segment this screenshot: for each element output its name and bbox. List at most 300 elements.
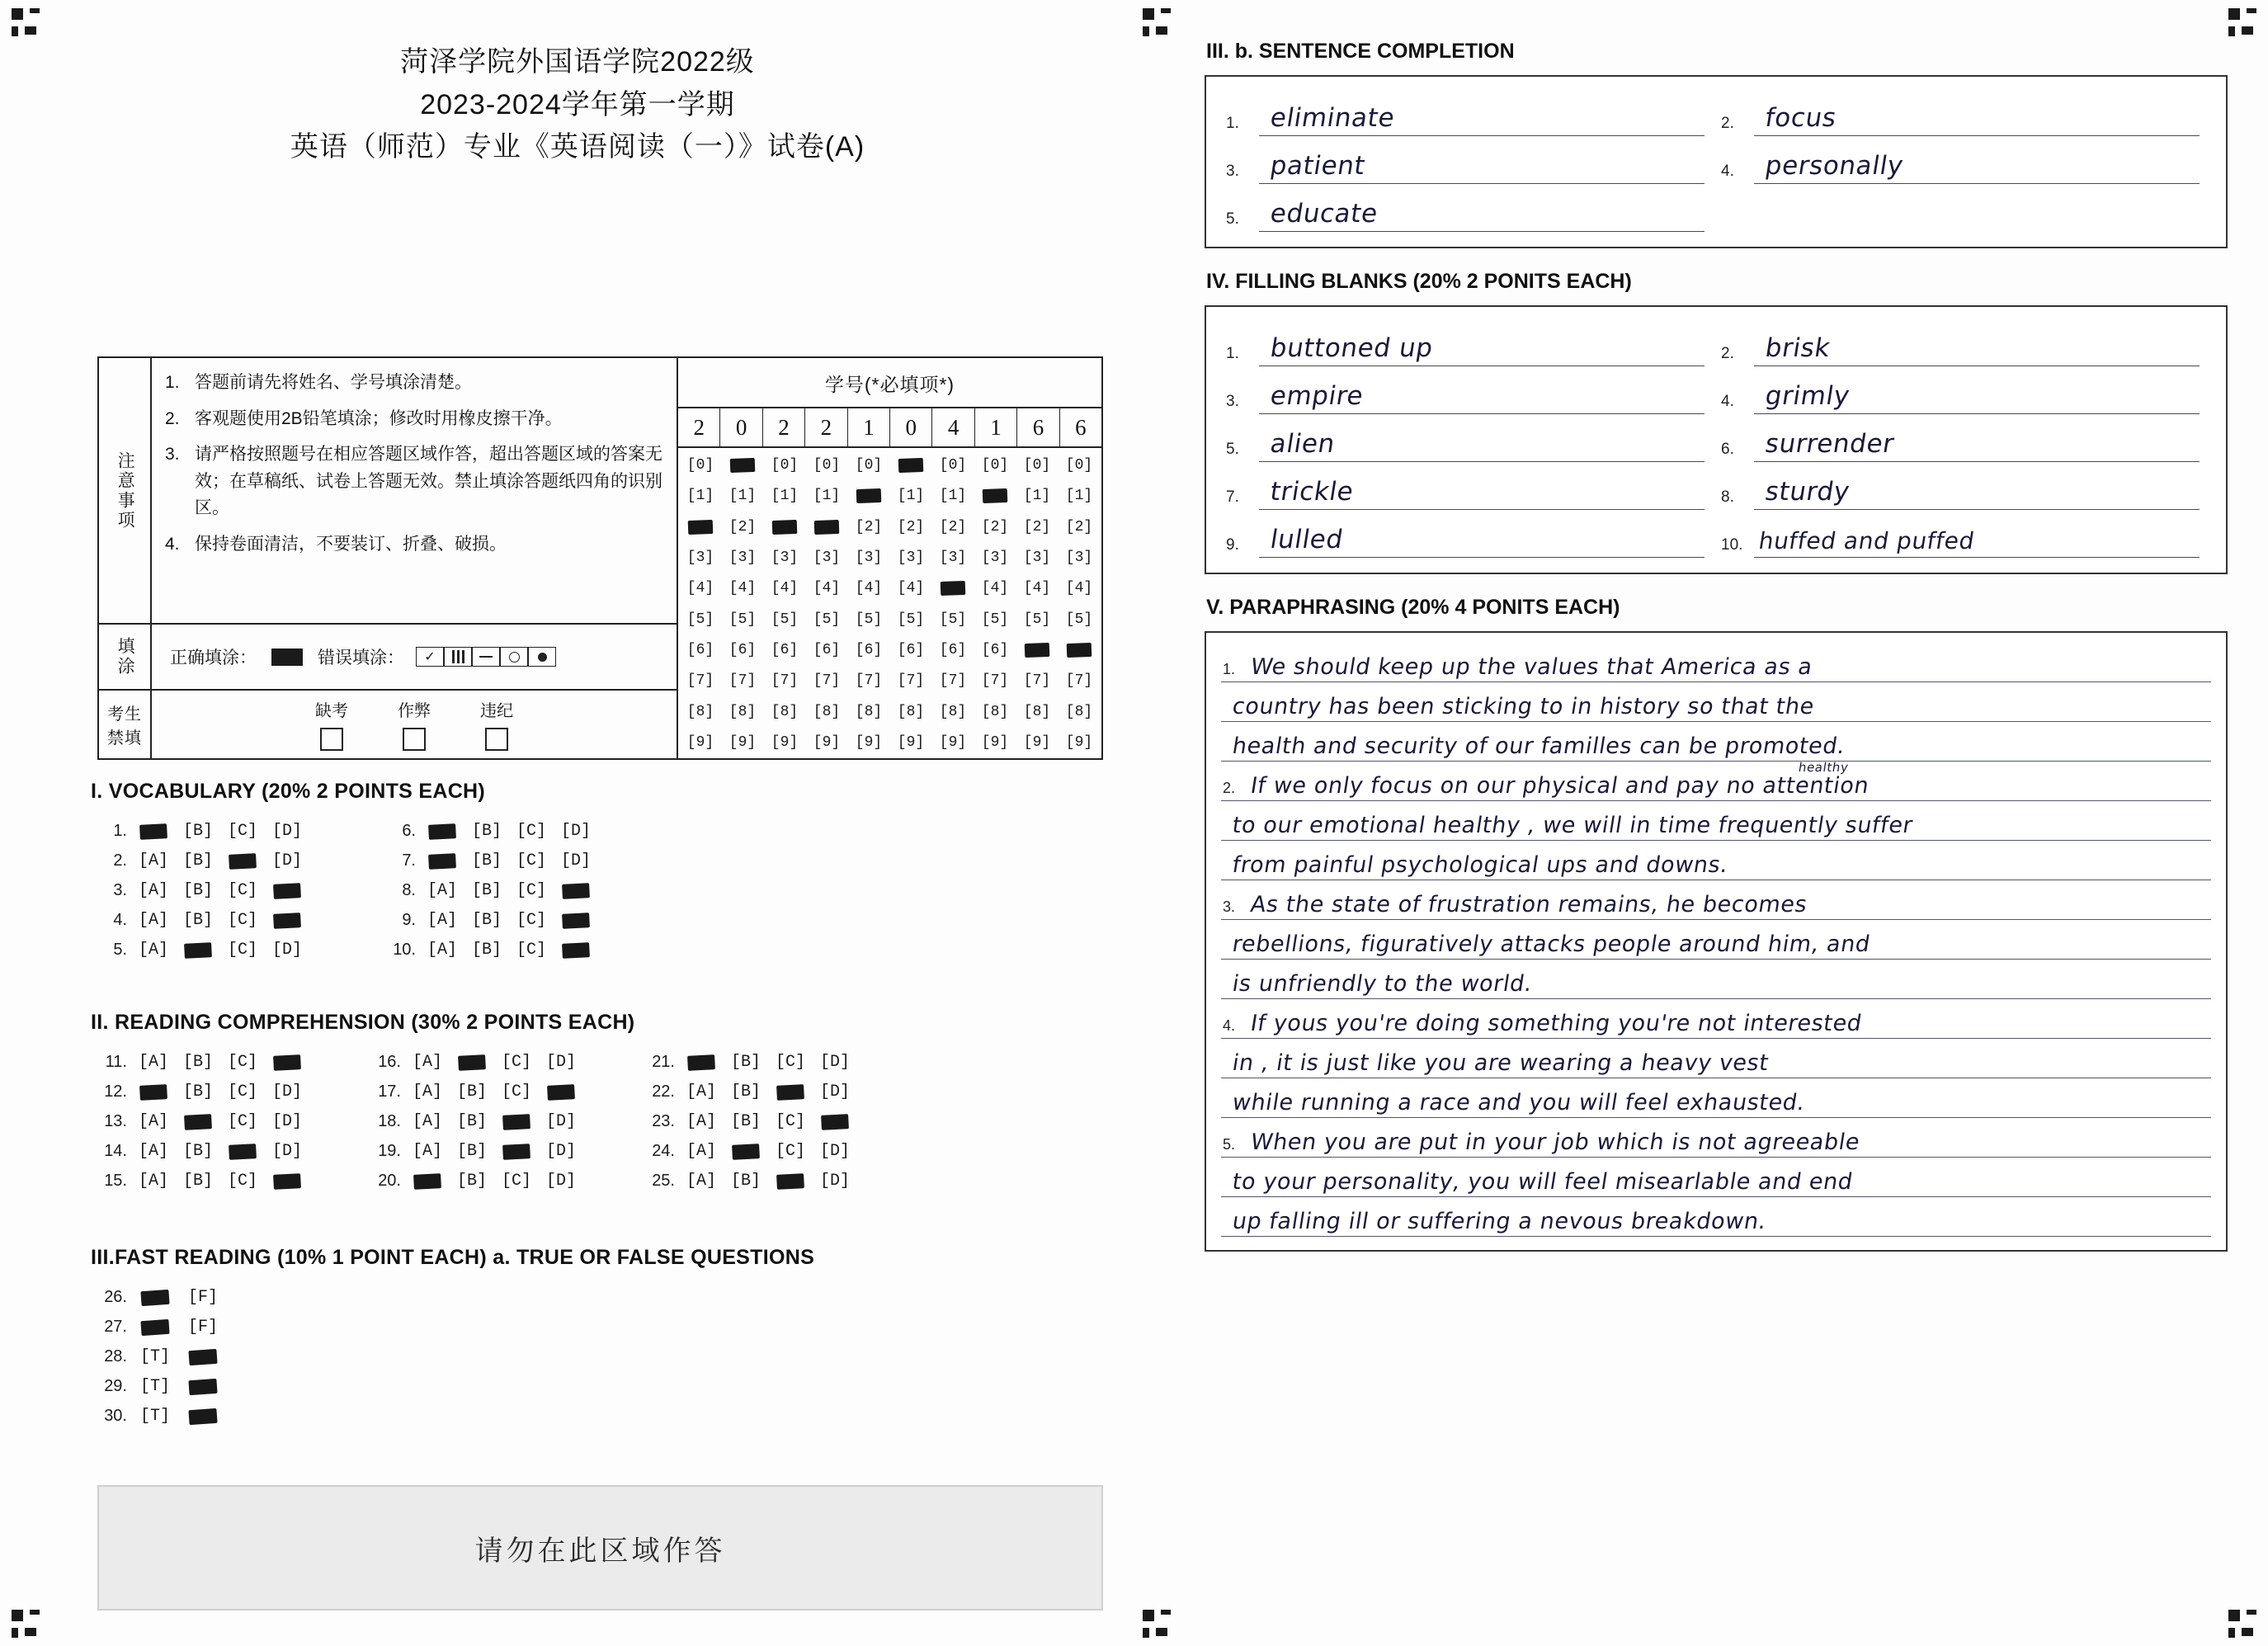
student-id-bubble-grid[interactable] <box>678 448 1101 758</box>
student-id-bubble[interactable]: [9] <box>981 733 1009 751</box>
answer-bubble[interactable]: [D] <box>545 1053 576 1072</box>
student-id-bubble[interactable] <box>851 488 886 504</box>
answer-bubble[interactable]: [B] <box>456 1112 487 1131</box>
answer-bubble[interactable]: [B] <box>182 911 213 930</box>
student-id-bubble[interactable]: [5] <box>939 611 967 628</box>
answer-bubble[interactable] <box>772 1082 809 1101</box>
answer-bubble[interactable]: [T] <box>139 1407 170 1426</box>
answer-bubble[interactable]: [B] <box>456 1172 487 1191</box>
answer-bubble[interactable] <box>135 1288 175 1307</box>
answer-bubble[interactable] <box>558 941 594 960</box>
student-id-digit[interactable]: 0 <box>890 408 932 446</box>
answer-line-cell[interactable] <box>1716 366 2211 414</box>
paraphrase-line[interactable] <box>1221 762 2211 801</box>
answer-row[interactable] <box>380 851 594 870</box>
student-id-bubble[interactable] <box>725 457 760 474</box>
answer-bubble[interactable]: [D] <box>545 1112 576 1131</box>
answer-bubble[interactable] <box>183 1347 223 1366</box>
answer-row[interactable] <box>380 822 594 841</box>
student-id-bubble[interactable]: [1] <box>1065 488 1093 505</box>
answer-bubble[interactable]: [B] <box>730 1112 761 1131</box>
student-id-bubble-row[interactable] <box>683 576 1096 601</box>
student-id-bubble[interactable]: [9] <box>686 733 714 751</box>
answer-bubble[interactable]: [B] <box>471 911 502 930</box>
student-id-bubble[interactable]: [4] <box>897 580 925 597</box>
answer-bubble[interactable] <box>224 1142 261 1161</box>
answer-bubble[interactable]: [D] <box>819 1172 850 1191</box>
answer-bubble[interactable]: [A] <box>427 881 457 900</box>
answer-bubble[interactable] <box>269 881 305 900</box>
student-id-bubble[interactable] <box>683 519 718 535</box>
answer-bubble[interactable]: [A] <box>427 911 457 930</box>
student-id-bubble[interactable]: [3] <box>686 549 714 566</box>
answer-bubble[interactable]: [D] <box>819 1053 850 1072</box>
answer-bubble[interactable]: [D] <box>819 1082 850 1101</box>
answer-bubble[interactable]: [C] <box>775 1112 805 1131</box>
answer-bubble[interactable]: [A] <box>686 1112 716 1131</box>
answer-bubble[interactable] <box>183 1377 223 1396</box>
reading-column-3[interactable] <box>639 1053 853 1191</box>
student-id-digit[interactable]: 1 <box>975 408 1017 446</box>
answer-line[interactable] <box>1754 99 2200 136</box>
answer-bubble[interactable] <box>180 941 216 960</box>
checkbox[interactable] <box>320 728 343 751</box>
answer-bubble[interactable]: [C] <box>775 1053 805 1072</box>
answer-line[interactable] <box>1754 425 2200 462</box>
answer-row[interactable] <box>91 911 305 930</box>
answer-bubble[interactable] <box>269 911 305 930</box>
answer-bubble[interactable]: [C] <box>501 1053 531 1072</box>
answer-bubble[interactable]: [A] <box>412 1142 442 1161</box>
answer-bubble[interactable]: [A] <box>138 1053 168 1072</box>
student-id-digit[interactable]: 2 <box>805 408 847 446</box>
student-id-bubble-row[interactable] <box>683 730 1096 755</box>
answer-row[interactable] <box>380 941 594 960</box>
answer-bubble[interactable]: [B] <box>730 1172 761 1191</box>
answer-bubble[interactable]: [C] <box>516 911 546 930</box>
student-id-bubble[interactable]: [4] <box>1065 580 1093 597</box>
student-id-bubble-row[interactable] <box>683 545 1096 570</box>
answer-bubble[interactable]: [A] <box>412 1112 442 1131</box>
answer-bubble[interactable]: [D] <box>271 822 302 841</box>
student-id-bubble[interactable] <box>1062 642 1096 658</box>
student-id-bubble[interactable]: [3] <box>1023 549 1051 566</box>
student-id-bubble[interactable]: [4] <box>813 580 841 597</box>
answer-row[interactable] <box>91 822 305 841</box>
answer-row[interactable] <box>365 1112 579 1131</box>
answer-row[interactable] <box>639 1053 853 1072</box>
student-id-bubble-row[interactable] <box>683 515 1096 540</box>
student-id-bubble[interactable]: [5] <box>981 611 1009 628</box>
student-id-bubble[interactable]: [8] <box>813 703 841 720</box>
paraphrase-line[interactable] <box>1221 841 2211 880</box>
student-id-bubble[interactable]: [5] <box>1065 611 1093 628</box>
student-id-bubble[interactable]: [0] <box>686 457 714 474</box>
student-id-bubble[interactable]: [6] <box>897 641 925 658</box>
reading-column-2[interactable] <box>365 1053 579 1191</box>
student-id-bubble-row[interactable] <box>683 483 1096 508</box>
student-id-bubble[interactable] <box>936 580 970 597</box>
answer-line-cell[interactable] <box>1221 184 1716 232</box>
student-id-bubble[interactable]: [5] <box>813 611 841 628</box>
student-id-bubble[interactable]: [7] <box>939 672 967 690</box>
student-id-bubble[interactable] <box>894 457 928 474</box>
answer-bubble[interactable]: [A] <box>138 941 168 960</box>
answer-bubble[interactable]: [B] <box>182 822 213 841</box>
student-id-bubble[interactable]: [6] <box>855 641 883 658</box>
answer-bubble[interactable]: [B] <box>471 881 502 900</box>
answer-bubble[interactable]: [A] <box>427 941 457 960</box>
answer-line-cell[interactable] <box>1716 510 2211 558</box>
answer-bubble[interactable]: [A] <box>138 1142 168 1161</box>
answer-bubble[interactable]: [B] <box>471 851 502 870</box>
answer-bubble[interactable]: [A] <box>686 1172 716 1191</box>
answer-bubble[interactable]: [C] <box>227 1112 257 1131</box>
answer-bubble[interactable]: [F] <box>187 1318 218 1337</box>
student-id-bubble[interactable]: [4] <box>686 580 714 597</box>
answer-bubble[interactable]: [C] <box>227 941 257 960</box>
answer-bubble[interactable]: [B] <box>730 1053 761 1072</box>
answer-row[interactable] <box>91 1082 305 1101</box>
answer-bubble[interactable]: [C] <box>501 1082 531 1101</box>
answer-bubble[interactable]: [B] <box>182 1053 213 1072</box>
student-id-bubble[interactable]: [7] <box>897 672 925 690</box>
paraphrase-line[interactable] <box>1221 801 2211 841</box>
answer-bubble[interactable]: [D] <box>545 1172 576 1191</box>
student-id-bubble[interactable] <box>1020 642 1054 658</box>
answer-row[interactable] <box>91 1142 305 1161</box>
answer-bubble[interactable]: [C] <box>516 851 546 870</box>
student-id-bubble[interactable]: [2] <box>1065 518 1093 535</box>
student-id-bubble[interactable]: [1] <box>771 488 799 505</box>
checkbox[interactable] <box>485 728 508 751</box>
answer-bubble[interactable]: [A] <box>138 1112 168 1131</box>
answer-row[interactable] <box>380 911 594 930</box>
student-id-bubble[interactable]: [4] <box>1023 580 1051 597</box>
student-id-bubble[interactable]: [3] <box>897 549 925 566</box>
student-id-bubble[interactable]: [6] <box>939 641 967 658</box>
answer-row[interactable] <box>91 941 305 960</box>
answer-bubble[interactable]: [B] <box>182 881 213 900</box>
answer-bubble[interactable]: [C] <box>227 881 257 900</box>
answer-bubble[interactable]: [A] <box>412 1053 442 1072</box>
answer-bubble[interactable]: [A] <box>138 881 168 900</box>
student-id-bubble[interactable]: [8] <box>939 703 967 720</box>
student-id-bubble[interactable]: [5] <box>728 611 757 628</box>
paraphrase-line[interactable] <box>1221 1158 2211 1197</box>
answer-bubble[interactable]: [F] <box>187 1288 218 1307</box>
answer-row[interactable] <box>91 881 305 900</box>
answer-bubble[interactable]: [A] <box>138 851 168 870</box>
student-id-bubble[interactable]: [3] <box>813 549 841 566</box>
student-id-bubble[interactable] <box>978 488 1012 504</box>
answer-line[interactable] <box>1754 147 2200 184</box>
answer-bubble[interactable]: [C] <box>775 1142 805 1161</box>
answer-bubble[interactable] <box>498 1112 535 1131</box>
answer-bubble[interactable]: [B] <box>730 1082 761 1101</box>
student-id-bubble[interactable]: [4] <box>855 580 883 597</box>
answer-bubble[interactable]: [D] <box>560 822 591 841</box>
student-id-bubble[interactable]: [3] <box>1065 549 1093 566</box>
student-id-bubble[interactable]: [1] <box>897 488 925 505</box>
paraphrase-line[interactable] <box>1221 1118 2211 1158</box>
student-id-bubble[interactable]: [3] <box>728 549 757 566</box>
answer-bubble[interactable]: [B] <box>456 1142 487 1161</box>
answer-bubble[interactable]: [B] <box>182 851 213 870</box>
answer-line[interactable] <box>1259 377 1705 414</box>
answer-row[interactable] <box>91 851 305 870</box>
answer-bubble[interactable]: [B] <box>471 941 502 960</box>
answer-line[interactable] <box>1754 377 2200 414</box>
answer-bubble[interactable]: [C] <box>227 1172 257 1191</box>
answer-line-cell[interactable] <box>1716 414 2211 462</box>
answer-line-cell[interactable] <box>1221 366 1716 414</box>
answer-line-cell[interactable] <box>1221 510 1716 558</box>
student-id-bubble[interactable]: [5] <box>855 611 883 628</box>
student-id-bubble[interactable]: [1] <box>686 488 714 505</box>
answer-bubble[interactable]: [A] <box>686 1142 716 1161</box>
answer-row[interactable] <box>639 1172 853 1191</box>
student-id-bubble[interactable]: [0] <box>855 457 883 474</box>
student-id-bubble[interactable]: [8] <box>728 703 757 720</box>
student-id-bubble[interactable]: [8] <box>686 703 714 720</box>
answer-bubble[interactable]: [C] <box>516 941 546 960</box>
answer-bubble[interactable]: [C] <box>227 822 257 841</box>
answer-bubble[interactable] <box>424 822 460 841</box>
paraphrase-line[interactable] <box>1221 1039 2211 1078</box>
fast-reading-column[interactable] <box>91 1288 814 1426</box>
paraphrase-line[interactable] <box>1221 722 2211 762</box>
answer-bubble[interactable] <box>454 1053 490 1072</box>
student-id-bubble[interactable]: [5] <box>686 611 714 628</box>
answer-bubble[interactable]: [C] <box>227 911 257 930</box>
answer-line-cell[interactable] <box>1221 414 1716 462</box>
answer-row[interactable] <box>380 881 594 900</box>
student-id-digit[interactable]: 6 <box>1075 414 1087 440</box>
answer-line-cell[interactable] <box>1221 136 1716 184</box>
student-id-bubble[interactable]: [9] <box>897 733 925 751</box>
answer-row[interactable] <box>91 1112 305 1131</box>
answer-bubble[interactable]: [C] <box>227 1053 257 1072</box>
answer-row[interactable] <box>639 1112 853 1131</box>
answer-bubble[interactable]: [B] <box>456 1082 487 1101</box>
student-id-bubble[interactable]: [0] <box>1065 457 1093 474</box>
sentence-completion-grid[interactable] <box>1206 77 2226 247</box>
answer-line[interactable] <box>1259 147 1705 184</box>
answer-row[interactable] <box>91 1288 814 1307</box>
answer-row[interactable] <box>91 1172 305 1191</box>
answer-row[interactable] <box>91 1053 305 1072</box>
answer-bubble[interactable]: [D] <box>271 1142 302 1161</box>
student-id-bubble[interactable]: [0] <box>771 457 799 474</box>
filling-blanks-grid[interactable] <box>1206 307 2226 573</box>
student-id-bubble[interactable]: [3] <box>855 549 883 566</box>
student-id-bubble[interactable]: [0] <box>1023 457 1051 474</box>
answer-row[interactable] <box>365 1142 579 1161</box>
paraphrase-line[interactable] <box>1221 880 2211 920</box>
student-id-bubble[interactable]: [7] <box>686 672 714 690</box>
answer-bubble[interactable] <box>180 1112 216 1131</box>
student-id-bubble[interactable]: [2] <box>1023 518 1051 535</box>
student-id-bubble[interactable]: [4] <box>728 580 757 597</box>
answer-row[interactable] <box>91 1407 814 1426</box>
paraphrase-line[interactable] <box>1221 999 2211 1039</box>
answer-bubble[interactable]: [T] <box>139 1347 170 1366</box>
answer-line[interactable] <box>1259 329 1705 366</box>
student-id-digit[interactable]: 1 <box>848 408 890 446</box>
answer-row[interactable] <box>365 1172 579 1191</box>
reading-column-1[interactable] <box>91 1053 305 1191</box>
answer-bubble[interactable]: [B] <box>471 822 502 841</box>
student-id-bubble[interactable]: [9] <box>1065 733 1093 751</box>
answer-bubble[interactable] <box>498 1142 535 1161</box>
answer-line[interactable] <box>1754 521 2200 558</box>
student-id-bubble[interactable]: [7] <box>1023 672 1051 690</box>
answer-bubble[interactable] <box>817 1112 853 1131</box>
student-id-bubble[interactable]: [1] <box>728 488 757 505</box>
answer-bubble[interactable]: [B] <box>182 1082 213 1101</box>
answer-line[interactable] <box>1259 99 1705 136</box>
answer-bubble[interactable]: [D] <box>271 941 302 960</box>
student-id-bubble-row[interactable] <box>683 607 1096 632</box>
answer-bubble[interactable]: [A] <box>412 1082 442 1101</box>
answer-bubble[interactable]: [B] <box>182 1142 213 1161</box>
student-id-digit[interactable]: 2 <box>678 408 720 446</box>
student-id-bubble[interactable]: [5] <box>897 611 925 628</box>
student-id-bubble[interactable]: [3] <box>939 549 967 566</box>
paraphrase-line[interactable] <box>1221 682 2211 722</box>
answer-bubble[interactable] <box>269 1053 305 1072</box>
answer-bubble[interactable] <box>135 822 172 841</box>
paraphrasing-lines[interactable] <box>1206 633 2226 1250</box>
answer-bubble[interactable]: [D] <box>545 1142 576 1161</box>
answer-bubble[interactable]: [B] <box>182 1172 213 1191</box>
student-id-bubble-row[interactable] <box>683 453 1096 478</box>
student-id-bubble[interactable]: [0] <box>939 457 967 474</box>
student-id-bubble[interactable]: [8] <box>855 703 883 720</box>
answer-bubble[interactable] <box>543 1082 579 1101</box>
student-id-bubble[interactable]: [9] <box>1023 733 1051 751</box>
student-id-bubble[interactable]: [4] <box>771 580 799 597</box>
answer-bubble[interactable]: [C] <box>501 1172 531 1191</box>
student-id-bubble[interactable] <box>767 519 802 535</box>
answer-line[interactable] <box>1259 425 1705 462</box>
paraphrase-line[interactable] <box>1221 1078 2211 1118</box>
student-id-digit[interactable]: 4 <box>932 408 974 446</box>
answer-bubble[interactable] <box>728 1142 764 1161</box>
answer-line[interactable] <box>1259 521 1705 558</box>
answer-bubble[interactable]: [A] <box>138 1172 168 1191</box>
student-id-bubble[interactable]: [9] <box>855 733 883 751</box>
student-id-bubble[interactable]: [7] <box>981 672 1009 690</box>
answer-bubble[interactable]: [C] <box>516 881 546 900</box>
student-id-bubble[interactable]: [7] <box>771 672 799 690</box>
answer-line-cell[interactable] <box>1716 88 2211 136</box>
answer-line[interactable] <box>1259 195 1705 232</box>
answer-line-cell[interactable] <box>1716 136 2211 184</box>
answer-line-cell[interactable] <box>1716 318 2211 366</box>
student-id-bubble[interactable]: [6] <box>813 641 841 658</box>
answer-bubble[interactable] <box>424 851 460 870</box>
answer-bubble[interactable] <box>135 1082 172 1101</box>
student-id-bubble-row[interactable] <box>683 700 1096 724</box>
student-id-bubble[interactable] <box>809 519 844 535</box>
student-id-bubble[interactable]: [8] <box>1065 703 1093 720</box>
student-id-bubble[interactable]: [2] <box>897 518 925 535</box>
student-id-digit[interactable]: 6 <box>1017 408 1059 446</box>
paraphrase-line[interactable] <box>1221 960 2211 999</box>
student-id-bubble[interactable]: [1] <box>939 488 967 505</box>
answer-bubble[interactable] <box>269 1172 305 1191</box>
answer-line-cell[interactable] <box>1716 462 2211 510</box>
student-id-bubble[interactable]: [8] <box>897 703 925 720</box>
checkbox[interactable] <box>403 728 426 751</box>
answer-bubble[interactable]: [T] <box>139 1377 170 1396</box>
vocabulary-column-2[interactable] <box>380 822 594 960</box>
student-id-bubble[interactable]: [3] <box>981 549 1009 566</box>
student-id-digit[interactable]: 2 <box>763 408 805 446</box>
answer-bubble[interactable] <box>683 1053 719 1072</box>
answer-bubble[interactable] <box>558 881 594 900</box>
student-id-bubble[interactable]: [8] <box>1023 703 1051 720</box>
student-id-bubble[interactable]: [8] <box>981 703 1009 720</box>
answer-bubble[interactable] <box>224 851 261 870</box>
answer-bubble[interactable] <box>135 1318 175 1337</box>
student-id-bubble[interactable]: [8] <box>771 703 799 720</box>
answer-line[interactable] <box>1259 473 1705 510</box>
student-id-bubble[interactable]: [7] <box>855 672 883 690</box>
answer-bubble[interactable]: [D] <box>560 851 591 870</box>
student-id-bubble-row[interactable] <box>683 638 1096 663</box>
answer-bubble[interactable]: [D] <box>271 1112 302 1131</box>
answer-bubble[interactable]: [D] <box>271 1082 302 1101</box>
answer-row[interactable] <box>91 1347 814 1366</box>
answer-bubble[interactable]: [A] <box>138 911 168 930</box>
student-id-bubble[interactable]: [9] <box>939 733 967 751</box>
answer-row[interactable] <box>639 1082 853 1101</box>
student-id-bubble[interactable]: [7] <box>813 672 841 690</box>
student-id-bubble[interactable]: [2] <box>728 518 757 535</box>
student-id-bubble[interactable]: [5] <box>1023 611 1051 628</box>
student-id-bubble[interactable]: [7] <box>728 672 757 690</box>
paraphrase-line[interactable] <box>1221 643 2211 682</box>
answer-row[interactable] <box>365 1053 579 1072</box>
answer-bubble[interactable] <box>183 1407 223 1426</box>
answer-bubble[interactable]: [A] <box>686 1082 716 1101</box>
answer-bubble[interactable] <box>409 1172 446 1191</box>
student-id-digit[interactable]: 0 <box>720 408 762 446</box>
student-id-bubble[interactable]: [2] <box>855 518 883 535</box>
student-id-bubble[interactable]: [1] <box>1023 488 1051 505</box>
answer-bubble[interactable]: [D] <box>819 1142 850 1161</box>
answer-bubble[interactable] <box>558 911 594 930</box>
answer-bubble[interactable]: [C] <box>516 822 546 841</box>
answer-bubble[interactable] <box>772 1172 809 1191</box>
answer-line[interactable] <box>1754 473 2200 510</box>
student-id-bubble[interactable]: [2] <box>939 518 967 535</box>
answer-line[interactable] <box>1754 329 2200 366</box>
answer-line-cell[interactable] <box>1221 318 1716 366</box>
student-id-bubble[interactable]: [6] <box>771 641 799 658</box>
student-id-bubble-row[interactable] <box>683 668 1096 693</box>
answer-line-cell[interactable] <box>1221 462 1716 510</box>
student-id-bubble[interactable]: [6] <box>981 641 1009 658</box>
student-id-bubble[interactable]: [4] <box>981 580 1009 597</box>
student-id-bubble[interactable]: [7] <box>1065 672 1093 690</box>
student-id-bubble[interactable]: [0] <box>981 457 1009 474</box>
answer-row[interactable] <box>91 1377 814 1396</box>
student-id-bubble[interactable]: [6] <box>728 641 757 658</box>
